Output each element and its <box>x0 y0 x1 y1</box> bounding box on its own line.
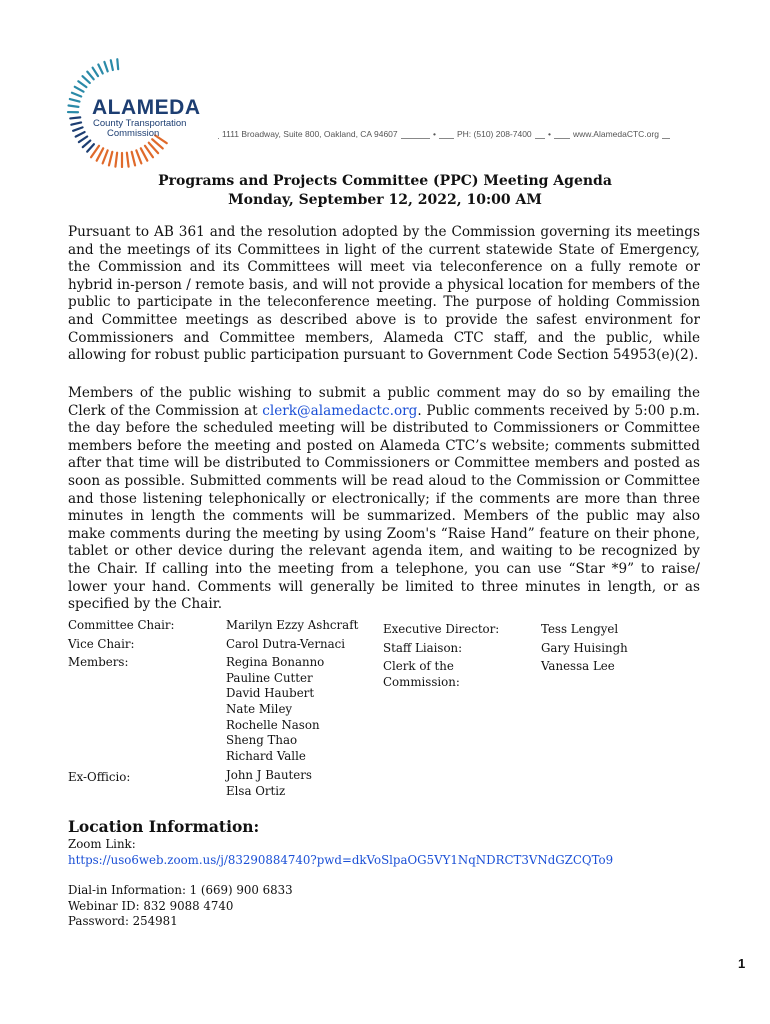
vice-chair-label: Vice Chair: <box>68 636 135 651</box>
logo-ray <box>111 60 113 70</box>
member-name: Nate Miley <box>226 701 293 716</box>
zoom-link[interactable]: https://uso6web.zoom.us/j/83290884740?pwd=dkVoSlpaOG5VY1NqNDRCT3VNdGZCQTo9 <box>68 852 614 867</box>
logo-ray <box>87 144 94 151</box>
vice-chair-name: Carol Dutra-Vernaci <box>226 636 345 651</box>
logo-ray <box>79 136 87 142</box>
logo-ray <box>83 141 91 148</box>
org-subtitle: County Transportation Commission <box>93 118 187 139</box>
zoom-link-label: Zoom Link: <box>68 837 136 851</box>
executive-director-label: Executive Director: <box>383 622 500 636</box>
ex-officio-label: Ex-Officio: <box>68 769 131 784</box>
staff-liaison-label: Staff Liaison: <box>383 640 463 655</box>
location-heading: Location Information: <box>68 817 260 836</box>
header-address: 1111 Broadway, Suite 800, Oakland, CA 94607 <box>219 129 401 139</box>
agenda-title: Programs and Projects Committee (PPC) Meeting Agenda <box>158 173 612 189</box>
member-name: Richard Valle <box>226 748 306 763</box>
meeting-password: Password: 254981 <box>68 914 178 929</box>
clerk-label: Clerk of the <box>383 659 454 674</box>
committee-roster-labels <box>68 618 175 785</box>
executive-director-name: Tess Lengyel <box>541 622 619 636</box>
webinar-id: Webinar ID: 832 9088 4740 <box>68 898 234 913</box>
logo-ray <box>104 62 107 71</box>
member-name: Pauline Cutter <box>226 670 313 685</box>
member-name: Sheng Thao <box>226 733 298 748</box>
logo-ray <box>115 153 117 167</box>
org-name: ALAMEDA <box>92 96 201 119</box>
logo-ray <box>127 153 129 167</box>
logo-ray <box>70 117 80 118</box>
logo-ray <box>136 150 141 163</box>
header-bullet: • <box>545 129 554 139</box>
logo-ray <box>98 64 102 73</box>
logo-ray <box>93 68 98 76</box>
logo-ray <box>73 127 82 130</box>
staff-roster-names <box>541 622 628 675</box>
ex-officio-name: Elsa Ortiz <box>226 783 286 798</box>
agenda-date: Monday, September 12, 2022, 10:00 AM <box>228 192 542 208</box>
logo-ray <box>141 148 148 160</box>
logo-ray <box>132 152 135 166</box>
chair-label: Committee Chair: <box>68 618 175 632</box>
logo-ray <box>71 122 81 124</box>
member-name: David Haubert <box>226 686 315 701</box>
logo-ray <box>69 105 79 106</box>
ex-officio-name: John J Bauters <box>226 768 312 783</box>
remote-meeting-notice: Pursuant to AB 361 and the resolution adopted by the Commission governing its meetings and the meetings of its Committees in light of the current statewide State of Emergency, the Commission and its Committees will meet via teleconference on a fully remote or hybrid in-person / remote basis, and will not provide a physical location for members of the public to participate in the teleconference meeting. The purpose of holding Commission and Committee meetings as described above is to provide the safest environment for Commissioners and Committee members, Alameda CTC staff, and the public, while allowing for robust public participation pursuant to Government Code Section 54953(e)(2). <box>68 224 700 364</box>
logo-ray <box>78 81 86 87</box>
clerk-email-link[interactable]: clerk@alamedactc.org <box>262 402 418 419</box>
logo-ray <box>87 72 93 80</box>
header-bullet: • <box>430 129 439 139</box>
staff-liaison-name: Gary Huisingh <box>541 640 628 655</box>
header-website[interactable]: www.AlamedaCTC.org <box>570 129 662 139</box>
clerk-name: Vanessa Lee <box>541 659 615 674</box>
dial-in-info: Dial-in Information: 1 (669) 900 6833 <box>68 883 293 898</box>
clerk-label-line2: Commission: <box>383 674 460 689</box>
logo-ray <box>83 76 90 83</box>
logo-ray <box>70 99 80 102</box>
logo-ray <box>103 150 108 163</box>
location-details <box>68 837 613 930</box>
public-comment-notice: Members of the public wishing to submit a public comment may do so by emailing the Clerk of the Commission at clerk@alamedactc.org. Public comments received by 5:00 p.m. the day before the scheduled meeting will be distributed to Commissioners or Committee members before the meeting and posted on Alameda CTC’s website; comments submitted after that time will be distributed to Commissioners or Committee members and posted as soon as possible. Submitted comments will be read aloud to the Commission or Committee and those listening telephonically or electronically; if the comments are more than three minutes in length the comments will be summarized. Members of the public may also make comments during the meeting by using Zoom's “Raise Hand” feature on their phone, tablet or other device during the relevant agenda item, and waiting to be recognized by the Chair. If calling into the meeting from a telephone, you can use “Star *9” to raise/ lower your hand. Comments will generally be limited to three minutes in length, or as specified by the Chair. <box>68 385 701 613</box>
logo-ray <box>75 87 84 92</box>
member-name: Regina Bonanno <box>226 655 325 670</box>
member-name: Rochelle Nason <box>226 717 320 732</box>
header-phone: PH: (510) 208-7400 <box>454 129 535 139</box>
chair-name: Marilyn Ezzy Ashcraft <box>226 618 359 632</box>
members-label: Members: <box>68 655 129 670</box>
page-number: 1 <box>738 956 746 971</box>
logo-ray <box>76 132 85 137</box>
logo-ray <box>117 59 118 69</box>
logo-ray <box>109 152 112 166</box>
staff-roster-labels <box>383 622 499 690</box>
committee-roster-names <box>226 618 358 800</box>
logo-ray <box>97 148 104 160</box>
logo-ray <box>72 93 81 97</box>
